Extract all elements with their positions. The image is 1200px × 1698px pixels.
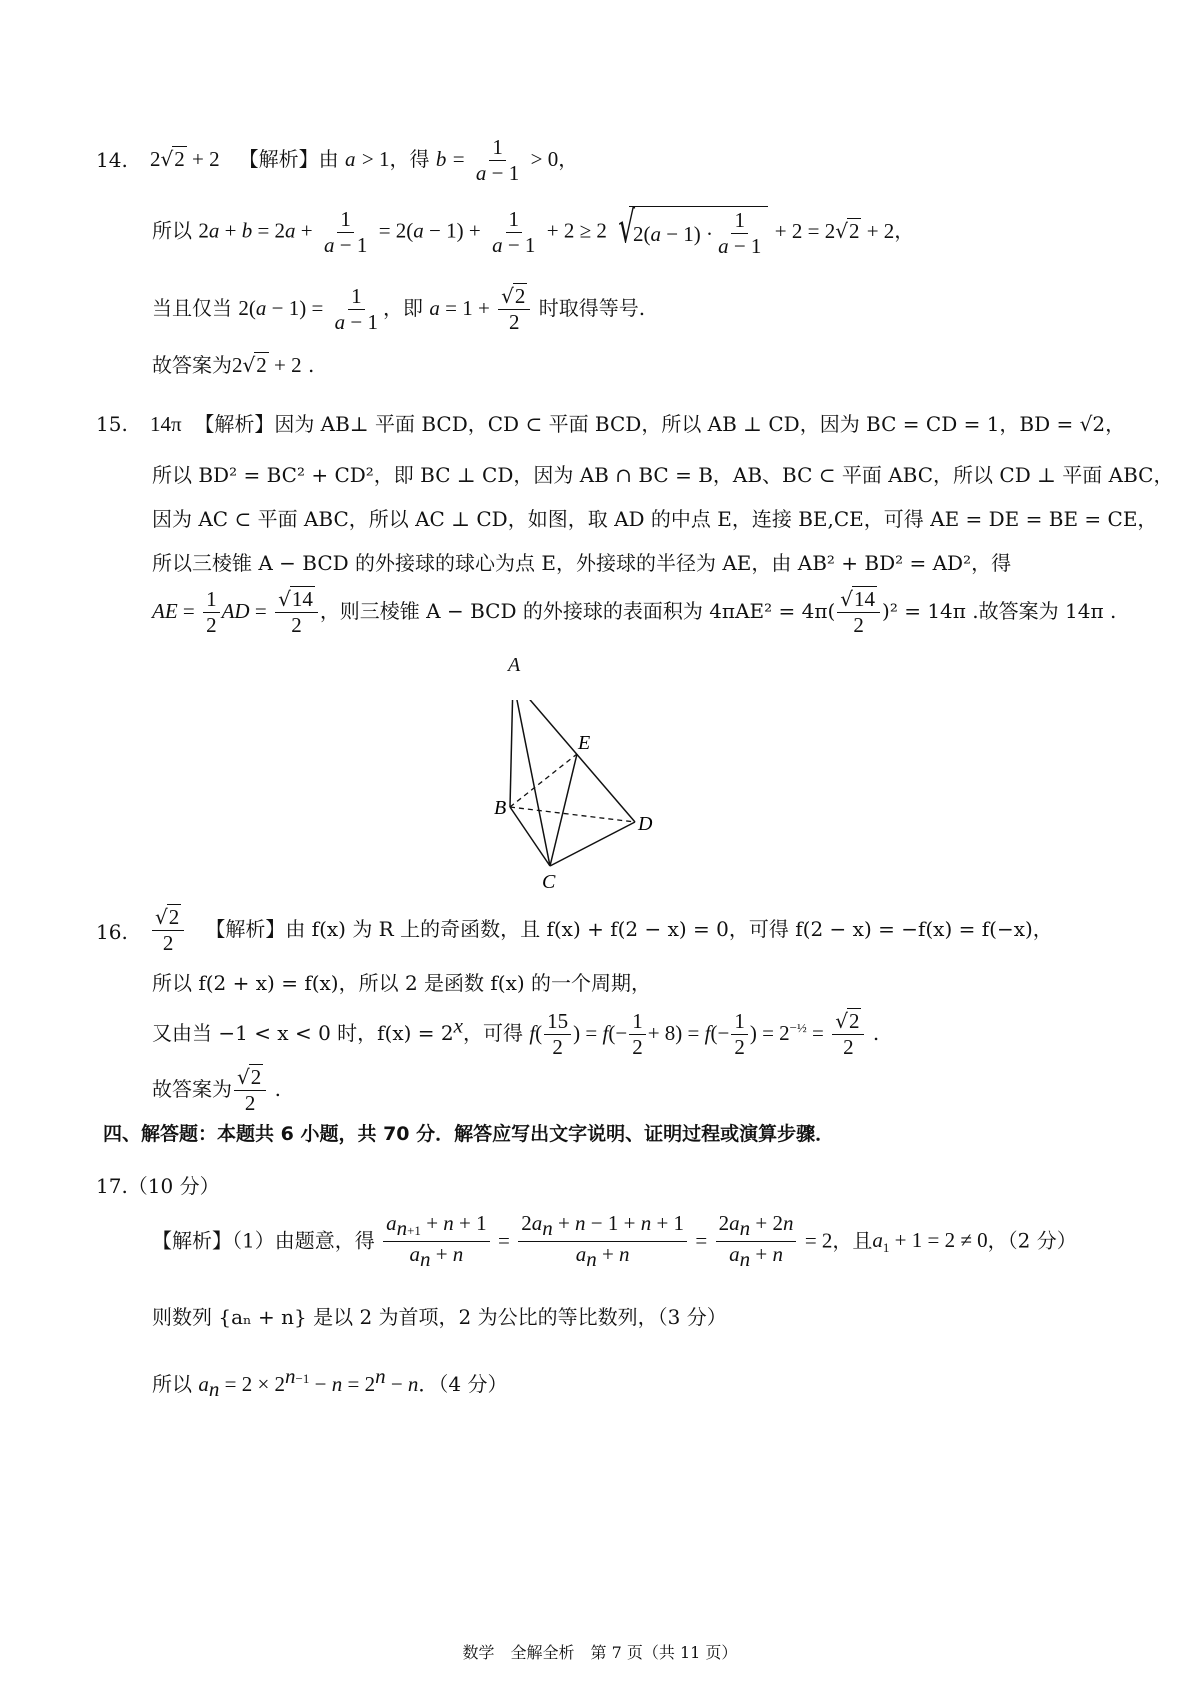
edge-AD — [513, 700, 635, 822]
label-E: E — [578, 732, 591, 754]
q15-line5: AE = $\frac{1}{2}$ AD = $\frac{√14}{2}$ ，则三棱锥 A − BCD 的外接球的表面积为 4πAE² = 4π( $\frac{√14}{2}$ )² = 14π .故答案为 14π . — [152, 587, 1117, 638]
analysis-tag: 【解析】 — [205, 917, 286, 942]
q16-line1: $\frac{√2}{2}$ 【解析】由 f(x) 为 R 上的奇函数，且 f(x) + f(2 − x) = 0，可得 f(2 − x) = −f(x) = f(−x)， — [150, 906, 1053, 955]
q16-line4: 故答案为 $\frac{√2}{2}$ . — [152, 1065, 281, 1116]
edge-CD — [550, 822, 635, 866]
q15-line4: 所以三棱锥 A − BCD 的外接球的球心为点 E，外接球的半径为 AE，由 AB² + BD² = AD²，得 — [152, 551, 1012, 575]
edge-AB — [510, 700, 513, 807]
q15-line1: 14π 【解析】因为 AB⊥ 平面 BCD，CD ⊂ 平面 BCD，所以 AB ⊥ CD，因为 BC = CD = 1，BD = √2， — [150, 412, 1126, 436]
q15-line3: 因为 AC ⊂ 平面 ABC，所以 AC ⊥ CD，如图，取 AD 的中点 E，连接 BE,CE，可得 AE = DE = BE = CE， — [152, 507, 1158, 531]
q16-line3: 又由当 −1 < x < 0 时，$f(x) = 2^x$，可得 f( $\frac{15}{2}$ ) = f(− $\frac{1}{2}$ + 8) = f(− $\frac{1}{2}$ ) = $2^{-\frac{1}{2}}$ = $\frac{√2}{2}$ . — [152, 1009, 880, 1060]
q15-line2: 所以 BD² = BC² + CD²，即 BC ⊥ CD，因为 AB ∩ BC = B，AB、BC ⊂ 平面 ABC，所以 CD ⊥ 平面 ABC， — [152, 463, 1174, 487]
q16-line2: 所以 f(2 + x) = f(x)，所以 2 是函数 f(x) 的一个周期， — [152, 971, 652, 995]
section-heading: 四、解答题：本题共 6 小题，共 70 分．解答应写出文字说明、证明过程或演算步骤． — [103, 1123, 835, 1145]
label-B: B — [494, 797, 507, 819]
q14-number: 14. — [96, 148, 128, 172]
analysis-tag: 【解析】 — [238, 147, 319, 172]
analysis-tag: 【解析】 — [194, 412, 275, 436]
q14-line2: 所以 2a + b = 2a + $\frac{1}{a - 1}$ = 2(a − 1) + $\frac{1}{a - 1}$ + 2 ≥ 2 √ 2(a − 1) · 1 a − 1 + 2 = 2√2 + 2， — [152, 202, 915, 259]
q14-line4: 故答案为2√2 + 2 . — [152, 353, 315, 377]
q14-line3: 当且仅当 2(a − 1) = $\frac{1}{a - 1}$ ，即 a = 1 + $\frac{√2}{2}$ 时取得等号. — [152, 284, 646, 335]
q17-line1: 【解析】（1）由题意，得 $\frac{a_{n+1} + n + 1}{a_n + n}$ = $\frac{2a_n + n - 1 + n + 1}{a_n + n}$ = $\frac{2a_n + 2n}{a_n + n}$ = 2，且$a_1 + 1 = 2 \ne 0$，（2 分） — [152, 1211, 1077, 1272]
analysis-tag: 【解析】 — [152, 1228, 232, 1253]
tetrahedron-figure — [480, 700, 700, 900]
edge-CE — [550, 754, 577, 866]
page-footer: 数学 全解全析 第 7 页（共 11 页） — [462, 1643, 738, 1662]
q17-line2: 则数列 {aₙ + n} 是以 2 为首项，2 为公比的等比数列，（3 分） — [152, 1305, 727, 1329]
q16-number: 16. — [96, 920, 128, 944]
q15-number: 15. — [96, 412, 128, 436]
edge-BD — [510, 807, 635, 822]
q17-number: 17.（10 分） — [96, 1174, 220, 1198]
label-D: D — [638, 813, 653, 835]
q14-line1: 2√2 + 2 【解析】由 a > 1，得 b = $\frac{1}{a - 1}$ > 0， — [150, 135, 579, 186]
q17-line3: 所以 $a_n = 2 \times 2^{n-1} - n = 2^n - n$．（4 分） — [152, 1364, 508, 1402]
label-A: A — [508, 654, 521, 676]
edge-AC — [513, 700, 550, 866]
edge-BE — [510, 754, 577, 807]
label-C: C — [542, 871, 556, 893]
